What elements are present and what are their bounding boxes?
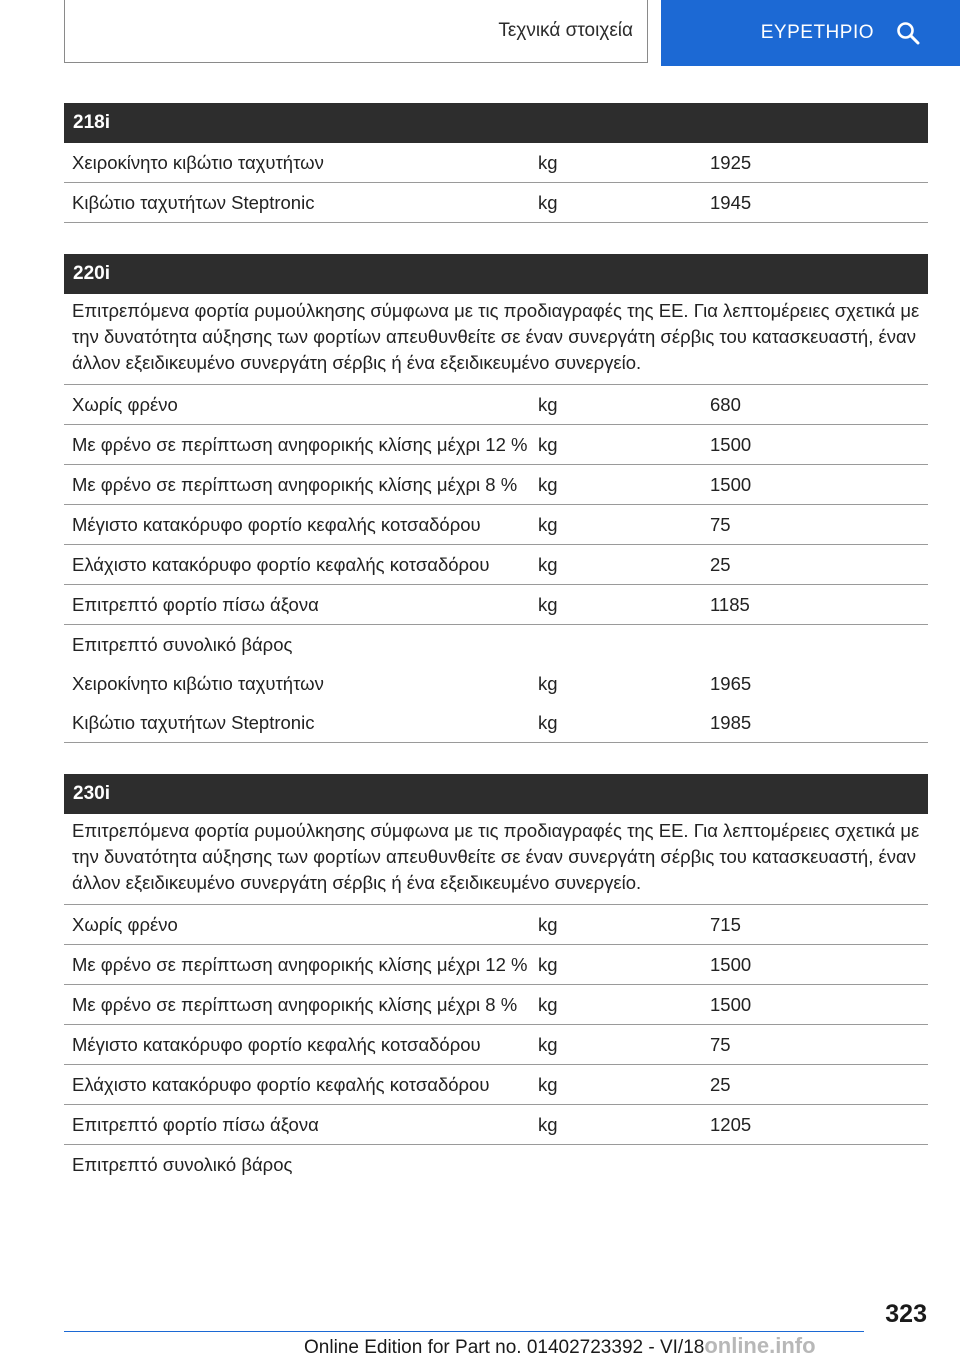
table-row — [64, 625, 928, 664]
row-label: Κιβώτιο ταχυτήτων Steptronic — [72, 192, 315, 213]
row-unit: kg — [538, 394, 558, 415]
row-value: 1185 — [710, 594, 750, 615]
tab-technical-data-label: Τεχνικά στοιχεία — [498, 20, 633, 41]
table-row — [64, 703, 928, 743]
section-intro: Επιτρεπόμενα φορτία ρυμούλκησης σύμφωνα με τις προδιαγραφές της ΕΕ. Για λεπτομέρειες σχετικά με την δυνατότητα αύξησης των φορτίων απευθυνθείτε σε έναν συνεργάτη σέρβις του κατασκευαστή, έναν άλλον εξειδικευμένο συνεργάτη σέρβις ή ένα εξειδικευμένο συνεργείο. — [64, 294, 928, 385]
row-unit: kg — [538, 673, 558, 694]
tab-technical-data[interactable] — [64, 0, 648, 63]
section-title: 230i — [64, 774, 928, 814]
row-label: Με φρένο σε περίπτωση ανηφορικής κλίσης μέχρι 8 % — [72, 994, 518, 1015]
table-row — [64, 545, 928, 585]
row-unit — [538, 632, 710, 658]
table-row — [64, 505, 928, 545]
row-label: Με φρένο σε περίπτωση ανηφορικής κλίσης μέχρι 12 % — [72, 434, 528, 455]
row-label: Επιτρεπτό φορτίο πίσω άξονα — [72, 1114, 319, 1135]
table-row — [64, 664, 928, 703]
section-title: 220i — [64, 254, 928, 294]
table-row — [64, 425, 928, 465]
row-unit: kg — [538, 434, 558, 455]
row-label: Κιβώτιο ταχυτήτων Steptronic — [72, 712, 315, 733]
row-label: Μέγιστο κατακόρυφο φορτίο κεφαλής κοτσαδόρου — [72, 1034, 481, 1055]
row-unit: kg — [538, 1034, 558, 1055]
section-title: 218i — [64, 103, 928, 143]
row-label: Επιτρεπτό συνολικό βάρος — [72, 634, 293, 655]
row-label: Επιτρεπτό συνολικό βάρος — [72, 1154, 293, 1175]
row-value: 1500 — [710, 994, 752, 1015]
table-row — [64, 143, 928, 183]
table-row — [64, 905, 928, 945]
row-value: 1500 — [710, 434, 752, 455]
row-value: 715 — [710, 914, 741, 935]
row-value: 1965 — [710, 673, 752, 694]
row-value: 1985 — [710, 712, 752, 733]
footer-divider — [64, 1331, 864, 1332]
row-unit: kg — [538, 192, 558, 213]
row-value: 1925 — [710, 152, 752, 173]
table-row — [64, 985, 928, 1025]
row-unit — [538, 1152, 710, 1178]
table-row — [64, 1025, 928, 1065]
row-label: Ελάχιστο κατακόρυφο φορτίο κεφαλής κοτσαδόρου — [72, 554, 490, 575]
row-unit: kg — [538, 474, 558, 495]
top-navigation — [0, 0, 960, 66]
row-value — [710, 632, 928, 658]
row-value: 75 — [710, 514, 731, 535]
index-button-label: ΕΥΡΕΤΗΡΙΟ — [760, 22, 874, 43]
row-label: Επιτρεπτό φορτίο πίσω άξονα — [72, 594, 319, 615]
table-row — [64, 1145, 928, 1184]
section-230i — [64, 774, 928, 1184]
section-220i — [64, 254, 928, 743]
row-value: 1945 — [710, 192, 752, 213]
row-label: Με φρένο σε περίπτωση ανηφορικής κλίσης μέχρι 8 % — [72, 474, 518, 495]
table-row — [64, 385, 928, 425]
row-unit: kg — [538, 594, 558, 615]
footer-edition-text: Online Edition for Part no. 01402723392 - VI/18 — [304, 1337, 705, 1358]
table-row — [64, 465, 928, 505]
table-row — [64, 1105, 928, 1145]
row-unit: kg — [538, 514, 558, 535]
index-button[interactable] — [661, 0, 960, 66]
row-value: 75 — [710, 1034, 731, 1055]
row-label: Χειροκίνητο κιβώτιο ταχυτήτων — [72, 152, 324, 173]
row-unit: kg — [538, 1114, 558, 1135]
row-value: 1205 — [710, 1114, 752, 1135]
table-row — [64, 1065, 928, 1105]
page-number: 323 — [885, 1300, 927, 1328]
row-value: 1500 — [710, 954, 752, 975]
row-unit: kg — [538, 914, 558, 935]
row-unit: kg — [538, 152, 558, 173]
row-label: Ελάχιστο κατακόρυφο φορτίο κεφαλής κοτσαδόρου — [72, 1074, 490, 1095]
row-unit: kg — [538, 712, 558, 733]
row-value: 25 — [710, 1074, 731, 1095]
row-unit: kg — [538, 1074, 558, 1095]
row-value — [710, 1152, 928, 1178]
table-row — [64, 945, 928, 985]
footer-edition — [304, 1333, 816, 1359]
row-label: Μέγιστο κατακόρυφο φορτίο κεφαλής κοτσαδόρου — [72, 514, 481, 535]
table-row — [64, 585, 928, 625]
row-value: 25 — [710, 554, 731, 575]
table-row — [64, 183, 928, 223]
row-label: Χωρίς φρένο — [72, 914, 178, 935]
row-label: Χωρίς φρένο — [72, 394, 178, 415]
row-label: Με φρένο σε περίπτωση ανηφορικής κλίσης μέχρι 12 % — [72, 954, 528, 975]
footer-site-watermark: online.info — [704, 1333, 816, 1358]
row-unit: kg — [538, 994, 558, 1015]
technical-data-content — [64, 103, 928, 1184]
row-unit: kg — [538, 554, 558, 575]
row-label: Χειροκίνητο κιβώτιο ταχυτήτων — [72, 673, 324, 694]
section-218i — [64, 103, 928, 223]
row-value: 1500 — [710, 474, 752, 495]
row-value: 680 — [710, 394, 741, 415]
section-intro: Επιτρεπόμενα φορτία ρυμούλκησης σύμφωνα με τις προδιαγραφές της ΕΕ. Για λεπτομέρειες σχετικά με την δυνατότητα αύξησης των φορτίων απευθυνθείτε σε έναν συνεργάτη σέρβις του κατασκευαστή, έναν άλλον εξειδικευμένο συνεργάτη σέρβις ή ένα εξειδικευμένο συνεργείο. — [64, 814, 928, 905]
search-icon — [896, 21, 920, 45]
row-unit: kg — [538, 954, 558, 975]
